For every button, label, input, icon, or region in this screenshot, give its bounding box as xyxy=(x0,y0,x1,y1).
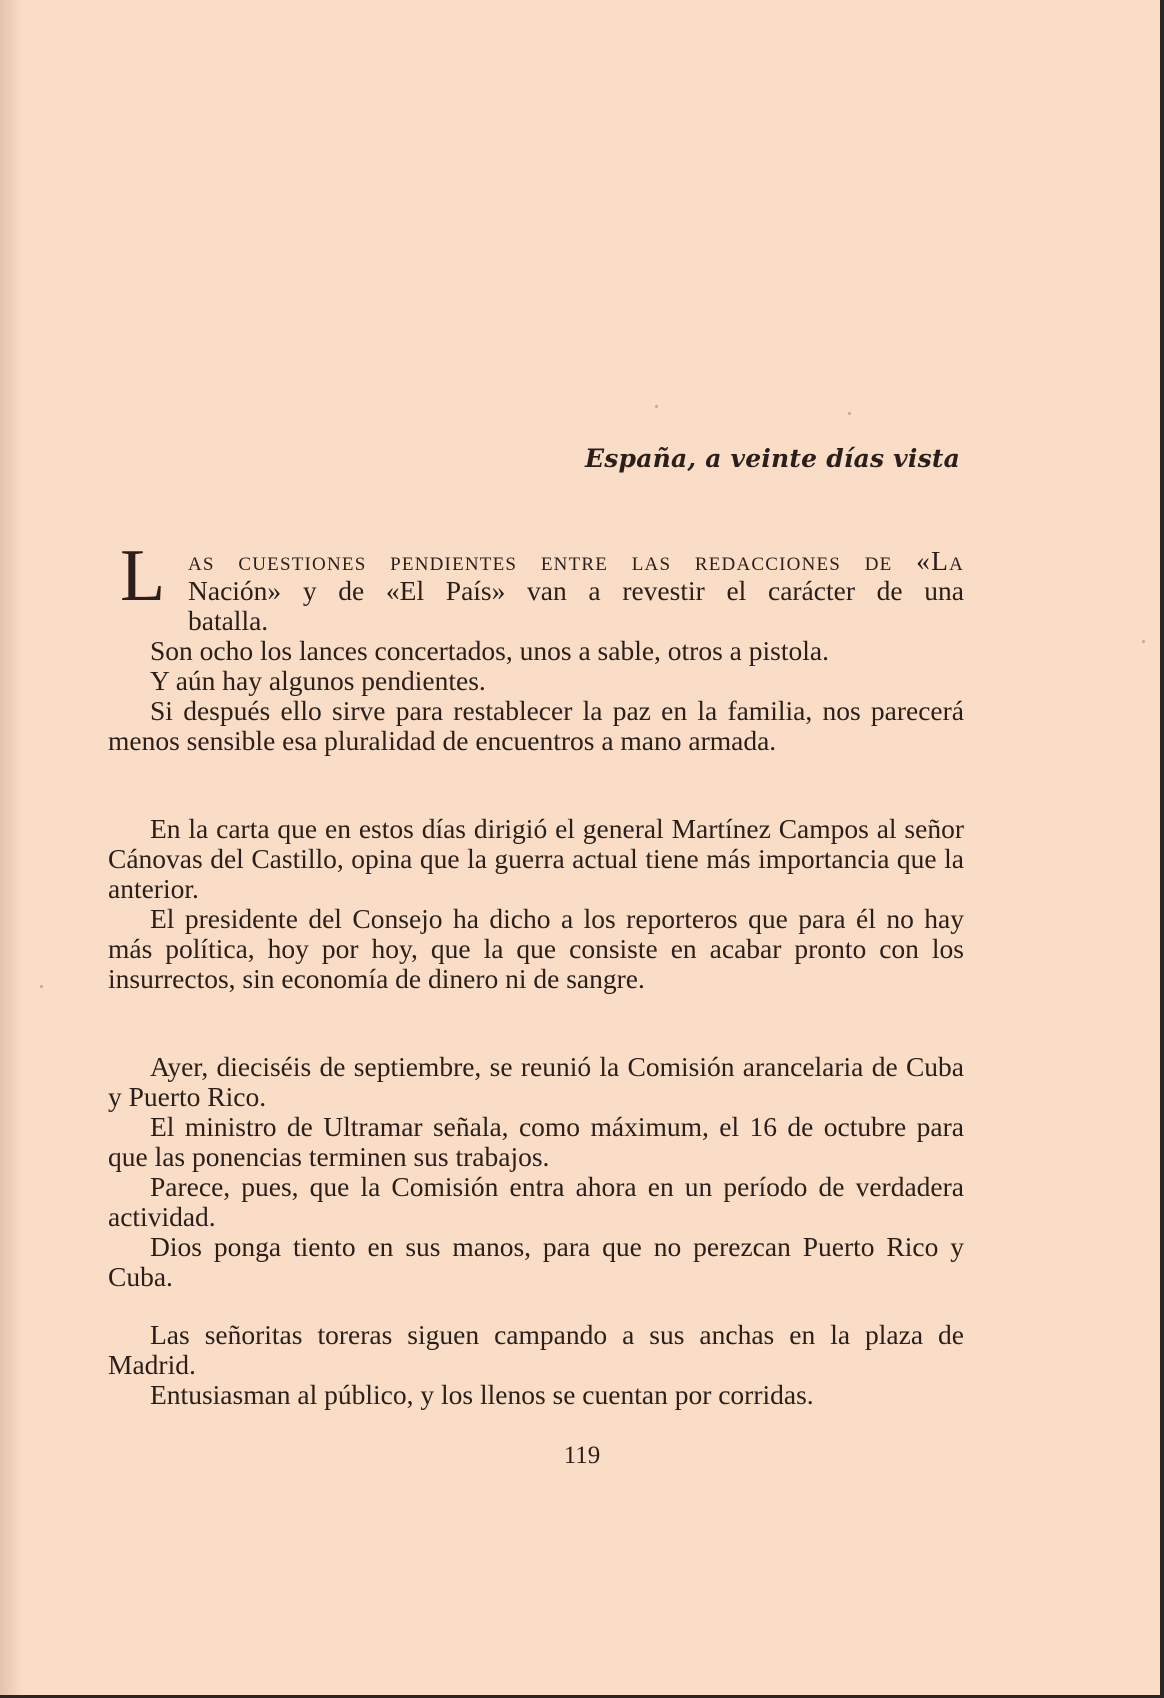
text-block-2 xyxy=(108,814,964,994)
text-block-4 xyxy=(108,1320,964,1410)
opening-line-2: Nación» y de «El País» van a revestir el carácter de una xyxy=(188,575,964,606)
paragraph: Las señoritas toreras siguen campando a sus anchas en la plaza de Madrid. xyxy=(108,1319,964,1380)
paragraph: El ministro de Ultramar señala, como máximum, el 16 de octubre para que las ponencias terminen sus trabajos. xyxy=(108,1111,964,1172)
paragraph: Ayer, dieciséis de septiembre, se reunió la Comisión arancelaria de Cuba y Puerto Rico. xyxy=(108,1051,964,1112)
paragraph: Parece, pues, que la Comisión entra ahora en un período de verdadera actividad. xyxy=(108,1171,964,1232)
opening-line-smallcaps: as cuestiones pendientes entre las redacciones de «La xyxy=(188,545,964,576)
paper-speck xyxy=(1142,640,1145,643)
paragraph: Y aún hay algunos pendientes. xyxy=(150,665,486,696)
paragraph: Dios ponga tiento en sus manos, para que no perezcan Puerto Rico y Cuba. xyxy=(108,1231,964,1292)
opening-paragraph xyxy=(108,535,964,636)
text-block-1 xyxy=(108,636,964,756)
paragraph: El presidente del Consejo ha dicho a los reporteros que para él no hay más política, hoy por hoy, que la que consiste en acabar pronto con los insurrectos, sin economía de dinero ni de sangre. xyxy=(108,903,964,994)
paragraph: Son ocho los lances concertados, unos a sable, otros a pistola. xyxy=(150,635,829,666)
opening-line-3: batalla. xyxy=(188,605,269,636)
paragraph: Si después ello sirve para restablecer la paz en la familia, nos parecerá menos sensible esa pluralidad de encuentros a mano armada. xyxy=(108,695,964,756)
paragraph: En la carta que en estos días dirigió el general Martínez Campos al señor Cánovas del Castillo, opina que la guerra actual tiene más importancia que la anterior. xyxy=(108,813,964,904)
page-number: 119 xyxy=(563,1442,601,1469)
drop-cap: L xyxy=(120,535,166,617)
paragraph: Entusiasman al público, y los llenos se cuentan por corridas. xyxy=(150,1379,814,1410)
text-block-3 xyxy=(108,1052,964,1292)
paper-speck xyxy=(848,412,851,415)
paper-speck xyxy=(655,405,658,408)
paper-speck xyxy=(40,985,43,988)
article-heading: España, a veinte días vista xyxy=(585,444,960,473)
